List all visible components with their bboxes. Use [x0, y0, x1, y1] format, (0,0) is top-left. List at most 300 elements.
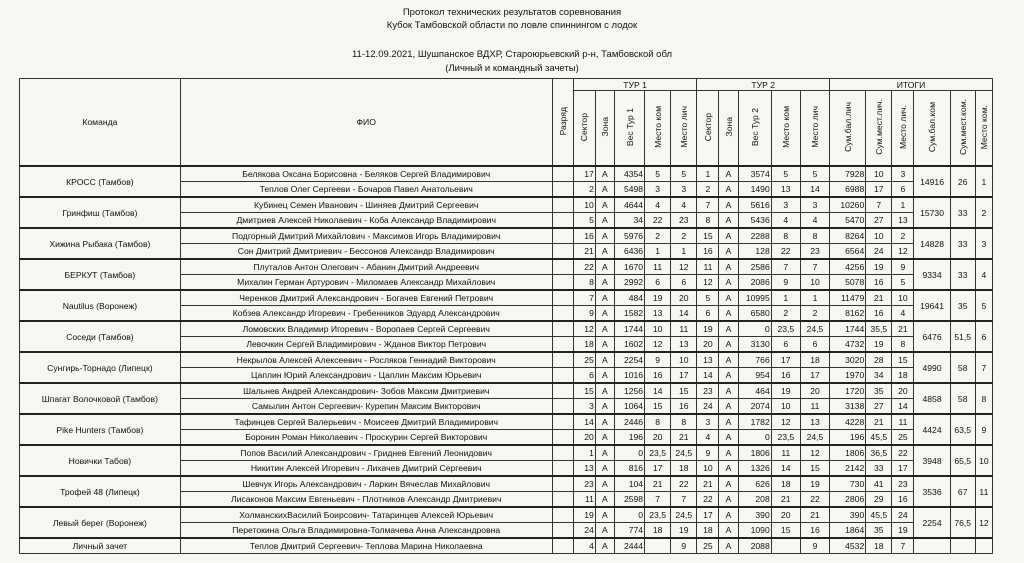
cell-smp: 19 [866, 337, 892, 353]
cell-smp: 35,5 [866, 321, 892, 337]
cell-w2: 1782 [738, 414, 771, 430]
cell-pl1: 22 [671, 476, 697, 492]
cell-sum: 1806 [830, 445, 866, 461]
team-name: Новички Табов) [20, 445, 181, 476]
cell-pk1: 22 [645, 213, 671, 229]
cell-pl1: 18 [671, 461, 697, 477]
cell-w1: 2598 [614, 492, 644, 508]
cell-w2: 1490 [738, 182, 771, 198]
participant-names: Никитин Алексей Игоревич - Лихачев Дмитрий Сергеевич [180, 461, 552, 477]
cell-sum: 3020 [830, 352, 866, 368]
cell-smp: 24 [866, 244, 892, 260]
cell-mp: 14 [892, 399, 914, 415]
cell-pk2: 8 [771, 228, 800, 244]
cell-sum: 196 [830, 430, 866, 446]
cell-sum: 1720 [830, 383, 866, 399]
cell-smp: 28 [866, 352, 892, 368]
col-team-places: Сум.мест.ком. [950, 91, 975, 167]
team-name: БЕРКУТ (Тамбов) [20, 259, 181, 290]
cell-z1: А [595, 507, 614, 523]
team-points: 9334 [914, 259, 950, 290]
team-place: 2 [975, 197, 992, 228]
col-zone2: Зона [719, 91, 738, 167]
cell-sum: 4532 [830, 538, 866, 554]
cell-smp: 27 [866, 213, 892, 229]
team-name: Личный зачет [20, 538, 181, 554]
cell-z2: А [719, 275, 738, 291]
cell-pl2: 13 [800, 414, 829, 430]
cell-pl1: 8 [671, 414, 697, 430]
cell-z2: А [719, 492, 738, 508]
cell-sum: 1970 [830, 368, 866, 384]
col-place-team2: Место ком [771, 91, 800, 167]
participant-names: Теплов Дмитрий Сергеевич- Теплова Марина Николаевна [180, 538, 552, 554]
col-zone1: Зона [595, 91, 614, 167]
cell-pk1: 13 [645, 306, 671, 322]
cell-mp: 17 [892, 461, 914, 477]
rank-cell [552, 228, 573, 244]
col-sum-points: Сум.бал.лич [830, 91, 866, 167]
cell-smp: 7 [866, 197, 892, 213]
team-places-sum [950, 538, 975, 554]
rank-cell [552, 275, 573, 291]
cell-mp: 13 [892, 213, 914, 229]
team-place: 6 [975, 321, 992, 352]
cell-w2: 128 [738, 244, 771, 260]
cell-z2: А [719, 259, 738, 275]
results-table [19, 78, 993, 554]
cell-pl1: 17 [671, 368, 697, 384]
cell-s2: 23 [697, 383, 719, 399]
cell-z2: А [719, 368, 738, 384]
cell-w2: 10995 [738, 290, 771, 306]
team-points: 4990 [914, 352, 950, 383]
cell-z2: А [719, 337, 738, 353]
table-row [20, 445, 993, 461]
cell-z2: А [719, 414, 738, 430]
col-team-place: Место ком. [975, 91, 992, 167]
team-name: Хижина Рыбака (Тамбов) [20, 228, 181, 259]
cell-z1: А [595, 352, 614, 368]
rank-cell [552, 166, 573, 182]
cell-pk1: 14 [645, 383, 671, 399]
cell-pl1: 1 [671, 244, 697, 260]
cell-pk2: 19 [771, 383, 800, 399]
cell-w2: 1806 [738, 445, 771, 461]
cell-z2: А [719, 430, 738, 446]
team-place: 1 [975, 166, 992, 197]
cell-w1: 2444 [614, 538, 644, 554]
cell-mp: 10 [892, 290, 914, 306]
team-points: 3536 [914, 476, 950, 507]
cell-pk1: 2 [645, 228, 671, 244]
cell-z1: А [595, 476, 614, 492]
cell-sum: 4228 [830, 414, 866, 430]
cell-pk2: 12 [771, 414, 800, 430]
cell-pk1: 21 [645, 476, 671, 492]
cell-pk1: 7 [645, 492, 671, 508]
cell-sum: 5078 [830, 275, 866, 291]
cell-smp: 29 [866, 492, 892, 508]
cell-mp: 4 [892, 306, 914, 322]
team-place: 12 [975, 507, 992, 538]
cell-s2: 2 [697, 182, 719, 198]
cell-s1: 25 [573, 352, 595, 368]
cell-pk2: 3 [771, 197, 800, 213]
cell-pl1: 2 [671, 228, 697, 244]
cell-z1: А [595, 228, 614, 244]
cell-w1: 0 [614, 507, 644, 523]
col-sector2: Сектор [697, 91, 719, 167]
cell-w2: 0 [738, 321, 771, 337]
team-places-sum: 67 [950, 476, 975, 507]
participant-names: ХолманскихВасилий Боирсович- Татаринцев Алексей Юрьевич [180, 507, 552, 523]
team-points: 14828 [914, 228, 950, 259]
cell-z2: А [719, 228, 738, 244]
cell-sum: 7928 [830, 166, 866, 182]
cell-z1: А [595, 213, 614, 229]
cell-s2: 7 [697, 197, 719, 213]
doc-scope: (Личный и командный зачеты) [445, 63, 579, 74]
table-row [20, 476, 993, 492]
cell-w1: 196 [614, 430, 644, 446]
cell-w1: 1256 [614, 383, 644, 399]
cell-mp: 22 [892, 445, 914, 461]
col-team-points: Сум.бал.ком [914, 91, 950, 167]
cell-w1: 4644 [614, 197, 644, 213]
table-row [20, 228, 993, 244]
doc-subtitle: Кубок Тамбовской области по ловле спиннингом с лодок [386, 20, 638, 31]
cell-s1: 11 [573, 492, 595, 508]
cell-pl2: 4 [800, 213, 829, 229]
cell-pl2: 24,5 [800, 430, 829, 446]
participant-names: Кубинец Семен Иванович - Шиняев Дмитрий Сергеевич [180, 197, 552, 213]
cell-pk2 [771, 538, 800, 554]
rank-cell [552, 259, 573, 275]
team-places-sum: 65,5 [950, 445, 975, 476]
cell-z1: А [595, 306, 614, 322]
col-place-pers-final: Место лич. [892, 91, 914, 167]
cell-s2: 22 [697, 492, 719, 508]
cell-pk2: 5 [771, 166, 800, 182]
cell-z2: А [719, 399, 738, 415]
cell-w1: 774 [614, 523, 644, 539]
cell-pl2: 8 [800, 228, 829, 244]
cell-s2: 9 [697, 445, 719, 461]
doc-venue: 11-12.09.2021, Шушпанское ВДХР, Староюрьевский р-н, Тамбовской обл [351, 49, 673, 60]
cell-pk2: 9 [771, 275, 800, 291]
cell-s1: 23 [573, 476, 595, 492]
cell-w1: 2254 [614, 352, 644, 368]
rank-cell [552, 352, 573, 368]
cell-sum: 11479 [830, 290, 866, 306]
cell-z2: А [719, 507, 738, 523]
team-name: Pike Hunters (Тамбов) [20, 414, 181, 445]
participant-names: Тафинцев Сергей Валерьевич - Моисеев Дмитрий Владимирович [180, 414, 552, 430]
cell-w1: 2446 [614, 414, 644, 430]
cell-mp: 3 [892, 166, 914, 182]
cell-s2: 10 [697, 461, 719, 477]
cell-w1: 1016 [614, 368, 644, 384]
cell-mp: 15 [892, 352, 914, 368]
cell-mp: 8 [892, 337, 914, 353]
cell-pk2: 10 [771, 399, 800, 415]
cell-z1: А [595, 414, 614, 430]
cell-z2: А [719, 352, 738, 368]
cell-pl2: 18 [800, 352, 829, 368]
cell-sum: 6564 [830, 244, 866, 260]
cell-pl2: 5 [800, 166, 829, 182]
cell-s1: 18 [573, 337, 595, 353]
rank-cell [552, 368, 573, 384]
cell-w2: 2288 [738, 228, 771, 244]
cell-pk2: 15 [771, 523, 800, 539]
rank-cell [552, 430, 573, 446]
col-place-pers2: Место лич [800, 91, 829, 167]
participant-names: Подгорный Дмитрий Михайлович - Максимов Игорь Владимирович [180, 228, 552, 244]
cell-s2: 17 [697, 507, 719, 523]
participant-names: Кобзев Александр Игоревич - Гребенников Эдуард Александрович [180, 306, 552, 322]
cell-pl1: 23 [671, 213, 697, 229]
team-name: Гринфиш (Тамбов) [20, 197, 181, 228]
rank-cell [552, 197, 573, 213]
participant-names: Сон Дмитрий Дмитриевич - Бессонов Александр Владимирович [180, 244, 552, 260]
cell-pl1: 13 [671, 337, 697, 353]
totals-header: ИТОГИ [830, 79, 993, 91]
cell-w2: 5436 [738, 213, 771, 229]
cell-pl1: 15 [671, 383, 697, 399]
cell-smp: 17 [866, 182, 892, 198]
team-places-sum: 63,5 [950, 414, 975, 445]
cell-pl1: 24,5 [671, 507, 697, 523]
cell-pl2: 14 [800, 182, 829, 198]
cell-s2: 20 [697, 337, 719, 353]
cell-smp: 21 [866, 414, 892, 430]
cell-z1: А [595, 538, 614, 554]
cell-pl1: 21 [671, 430, 697, 446]
cell-pl2: 15 [800, 461, 829, 477]
cell-mp: 25 [892, 430, 914, 446]
cell-z1: А [595, 399, 614, 415]
cell-s2: 25 [697, 538, 719, 554]
cell-w2: 2074 [738, 399, 771, 415]
cell-pk1: 16 [645, 368, 671, 384]
cell-pl1: 12 [671, 259, 697, 275]
col-sector1: Сектор [573, 91, 595, 167]
cell-w1: 1744 [614, 321, 644, 337]
cell-w2: 1090 [738, 523, 771, 539]
team-place: 11 [975, 476, 992, 507]
team-name: Левый берег (Воронеж) [20, 507, 181, 538]
cell-pl1: 7 [671, 492, 697, 508]
cell-sum: 4256 [830, 259, 866, 275]
cell-s2: 8 [697, 213, 719, 229]
team-place [975, 538, 992, 554]
cell-w2: 6580 [738, 306, 771, 322]
rank-cell [552, 306, 573, 322]
cell-w2: 1326 [738, 461, 771, 477]
cell-smp: 16 [866, 306, 892, 322]
cell-mp: 19 [892, 523, 914, 539]
cell-pk2: 18 [771, 476, 800, 492]
cell-w2: 2088 [738, 538, 771, 554]
participant-names: Шевчук Игорь Александрович - Ларкин Вячеслав Михайлович [180, 476, 552, 492]
cell-smp: 16 [866, 275, 892, 291]
participant-names: Дмитриев Алексей Николаевич - Коба Александр Владимирович [180, 213, 552, 229]
cell-mp: 23 [892, 476, 914, 492]
cell-w1: 5498 [614, 182, 644, 198]
cell-pk2: 14 [771, 461, 800, 477]
cell-z1: А [595, 244, 614, 260]
cell-pk2: 7 [771, 259, 800, 275]
cell-pk1: 17 [645, 461, 671, 477]
cell-s1: 12 [573, 321, 595, 337]
cell-pl2: 10 [800, 275, 829, 291]
cell-smp: 27 [866, 399, 892, 415]
cell-s2: 18 [697, 523, 719, 539]
cell-z2: А [719, 523, 738, 539]
team-places-sum: 33 [950, 228, 975, 259]
rank-cell [552, 461, 573, 477]
cell-sum: 6988 [830, 182, 866, 198]
cell-pk1: 18 [645, 523, 671, 539]
cell-pl1: 4 [671, 197, 697, 213]
cell-w2: 626 [738, 476, 771, 492]
participant-names: Белякова Оксана Борисовна - Беляков Сергей Владимирович [180, 166, 552, 182]
cell-z2: А [719, 445, 738, 461]
cell-mp: 6 [892, 182, 914, 198]
cell-w1: 4354 [614, 166, 644, 182]
cell-w1: 1582 [614, 306, 644, 322]
cell-w2: 3130 [738, 337, 771, 353]
cell-sum: 5470 [830, 213, 866, 229]
cell-z1: А [595, 321, 614, 337]
cell-smp: 19 [866, 259, 892, 275]
cell-pl2: 16 [800, 523, 829, 539]
cell-pk1: 1 [645, 244, 671, 260]
cell-z1: А [595, 290, 614, 306]
team-name: Шпагат Волочковой (Тамбов) [20, 383, 181, 414]
cell-pk1: 12 [645, 337, 671, 353]
cell-pk1: 8 [645, 414, 671, 430]
cell-pl2: 1 [800, 290, 829, 306]
col-rank-header: Разряд [552, 79, 573, 167]
cell-s1: 2 [573, 182, 595, 198]
team-places-sum: 26 [950, 166, 975, 197]
cell-z1: А [595, 275, 614, 291]
cell-pl1: 5 [671, 166, 697, 182]
cell-w2: 390 [738, 507, 771, 523]
team-place: 7 [975, 352, 992, 383]
cell-s2: 4 [697, 430, 719, 446]
cell-z1: А [595, 166, 614, 182]
cell-pl2: 2 [800, 306, 829, 322]
cell-pk1: 10 [645, 321, 671, 337]
cell-pl1: 16 [671, 399, 697, 415]
participant-names: Левочкин Сергей Владимирович - Жданов Виктор Петрович [180, 337, 552, 353]
team-places-sum: 35 [950, 290, 975, 321]
cell-s1: 24 [573, 523, 595, 539]
team-places-sum: 51,5 [950, 321, 975, 352]
rank-cell [552, 523, 573, 539]
cell-s1: 16 [573, 228, 595, 244]
team-points: 4424 [914, 414, 950, 445]
team-place: 3 [975, 228, 992, 259]
rank-cell [552, 337, 573, 353]
cell-pk2: 16 [771, 368, 800, 384]
cell-mp: 7 [892, 538, 914, 554]
cell-pl1: 14 [671, 306, 697, 322]
team-places-sum: 58 [950, 352, 975, 383]
cell-pk1: 19 [645, 290, 671, 306]
cell-smp: 21 [866, 290, 892, 306]
cell-z2: А [719, 197, 738, 213]
participant-names: Ломовских Владимир Игоревич - Воропаев Сергей Сергеевич [180, 321, 552, 337]
cell-pl1: 9 [671, 538, 697, 554]
cell-mp: 9 [892, 259, 914, 275]
cell-pk1: 15 [645, 399, 671, 415]
cell-pk2: 21 [771, 492, 800, 508]
col-weight1: Вес Тур 1 [614, 91, 644, 167]
cell-s1: 4 [573, 538, 595, 554]
doc-title: Протокол технических результатов соревнования [402, 7, 622, 18]
col-place-team1: Место ком [645, 91, 671, 167]
cell-sum: 2142 [830, 461, 866, 477]
table-row [20, 352, 993, 368]
team-places-sum: 58 [950, 383, 975, 414]
rank-cell [552, 321, 573, 337]
participant-names: Лисаконов Максим Евгеньевич - Плотников Александр Дмитриевич [180, 492, 552, 508]
cell-s2: 15 [697, 228, 719, 244]
participant-names: Попов Василий Александрович - Гриднев Евгений Леонидович [180, 445, 552, 461]
cell-w2: 0 [738, 430, 771, 446]
cell-s1: 10 [573, 197, 595, 213]
cell-smp: 45,5 [866, 507, 892, 523]
cell-s2: 1 [697, 166, 719, 182]
cell-z2: А [719, 321, 738, 337]
team-name: КРОСС (Тамбов) [20, 166, 181, 197]
cell-mp: 5 [892, 275, 914, 291]
cell-pl1: 3 [671, 182, 697, 198]
cell-w1: 5976 [614, 228, 644, 244]
cell-pl2: 12 [800, 445, 829, 461]
cell-w2: 208 [738, 492, 771, 508]
cell-mp: 12 [892, 244, 914, 260]
rank-cell [552, 182, 573, 198]
cell-smp: 10 [866, 166, 892, 182]
cell-smp: 35 [866, 383, 892, 399]
team-name: Nautilus (Воронеж) [20, 290, 181, 321]
cell-pk1: 5 [645, 166, 671, 182]
cell-pk2: 2 [771, 306, 800, 322]
cell-z1: А [595, 259, 614, 275]
rank-cell [552, 476, 573, 492]
team-place: 5 [975, 290, 992, 321]
cell-s1: 5 [573, 213, 595, 229]
cell-smp: 41 [866, 476, 892, 492]
cell-s1: 22 [573, 259, 595, 275]
table-row [20, 507, 993, 523]
team-points: 19641 [914, 290, 950, 321]
cell-pk2: 17 [771, 352, 800, 368]
cell-s1: 7 [573, 290, 595, 306]
cell-pl1: 20 [671, 290, 697, 306]
cell-sum: 4732 [830, 337, 866, 353]
cell-mp: 20 [892, 383, 914, 399]
cell-pl2: 7 [800, 259, 829, 275]
cell-s2: 16 [697, 244, 719, 260]
cell-smp: 10 [866, 228, 892, 244]
